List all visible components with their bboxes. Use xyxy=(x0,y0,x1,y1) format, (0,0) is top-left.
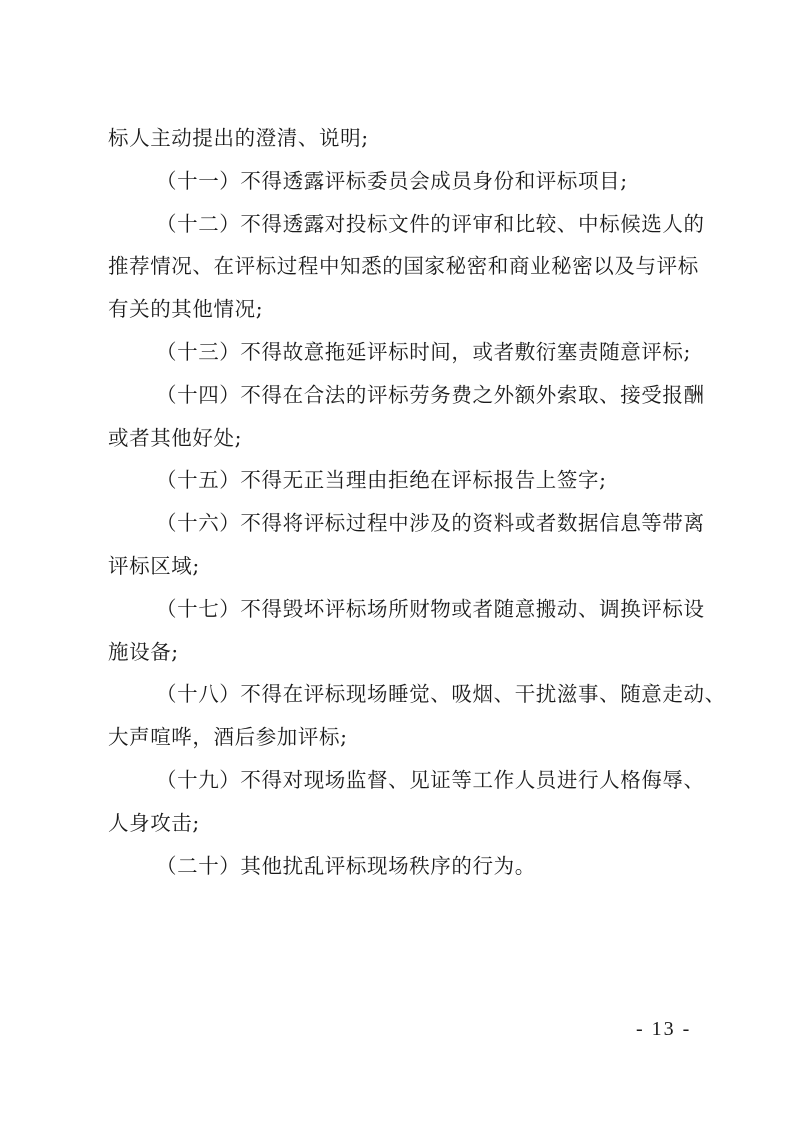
text-line: （十四）不得在合法的评标劳务费之外额外索取、接受报酬 xyxy=(156,382,705,407)
page-number: - 13 - xyxy=(636,1018,692,1040)
text-line: （十七）不得毁坏评标场所财物或者随意搬动、调换评标设 xyxy=(156,596,705,621)
text-line: （十三）不得故意拖延评标时间，或者敷衍塞责随意评标; xyxy=(156,339,692,364)
text-line: （十九）不得对现场监督、见证等工作人员进行人格侮辱、 xyxy=(156,767,705,792)
text-line: 推荐情况、在评标过程中知悉的国家秘密和商业秘密以及与评标 xyxy=(108,254,699,279)
text-line: （十二）不得透露对投标文件的评审和比较、中标候选人的 xyxy=(156,211,705,236)
text-line: 施设备; xyxy=(108,639,179,664)
text-line: 或者其他好处; xyxy=(108,425,243,450)
text-line: （二十）其他扰乱评标现场秩序的行为。 xyxy=(156,853,536,878)
text-line: 人身攻击; xyxy=(108,810,200,835)
text-line: （十八）不得在评标现场睡觉、吸烟、干扰滋事、随意走动、 xyxy=(156,682,726,707)
text-line: （十六）不得将评标过程中涉及的资料或者数据信息等带离 xyxy=(156,511,705,536)
text-line: 标人主动提出的澄清、说明; xyxy=(108,126,369,150)
text-line: 大声喧哗，酒后参加评标; xyxy=(108,725,348,750)
body-text xyxy=(108,117,726,887)
text-line: 评标区域; xyxy=(108,553,200,578)
text-line: 有关的其他情况; xyxy=(108,297,264,322)
text-line: （十五）不得无正当理由拒绝在评标报告上签字; xyxy=(156,468,607,493)
text-line: （十一）不得透露评标委员会成员身份和评标项目; xyxy=(156,168,628,193)
